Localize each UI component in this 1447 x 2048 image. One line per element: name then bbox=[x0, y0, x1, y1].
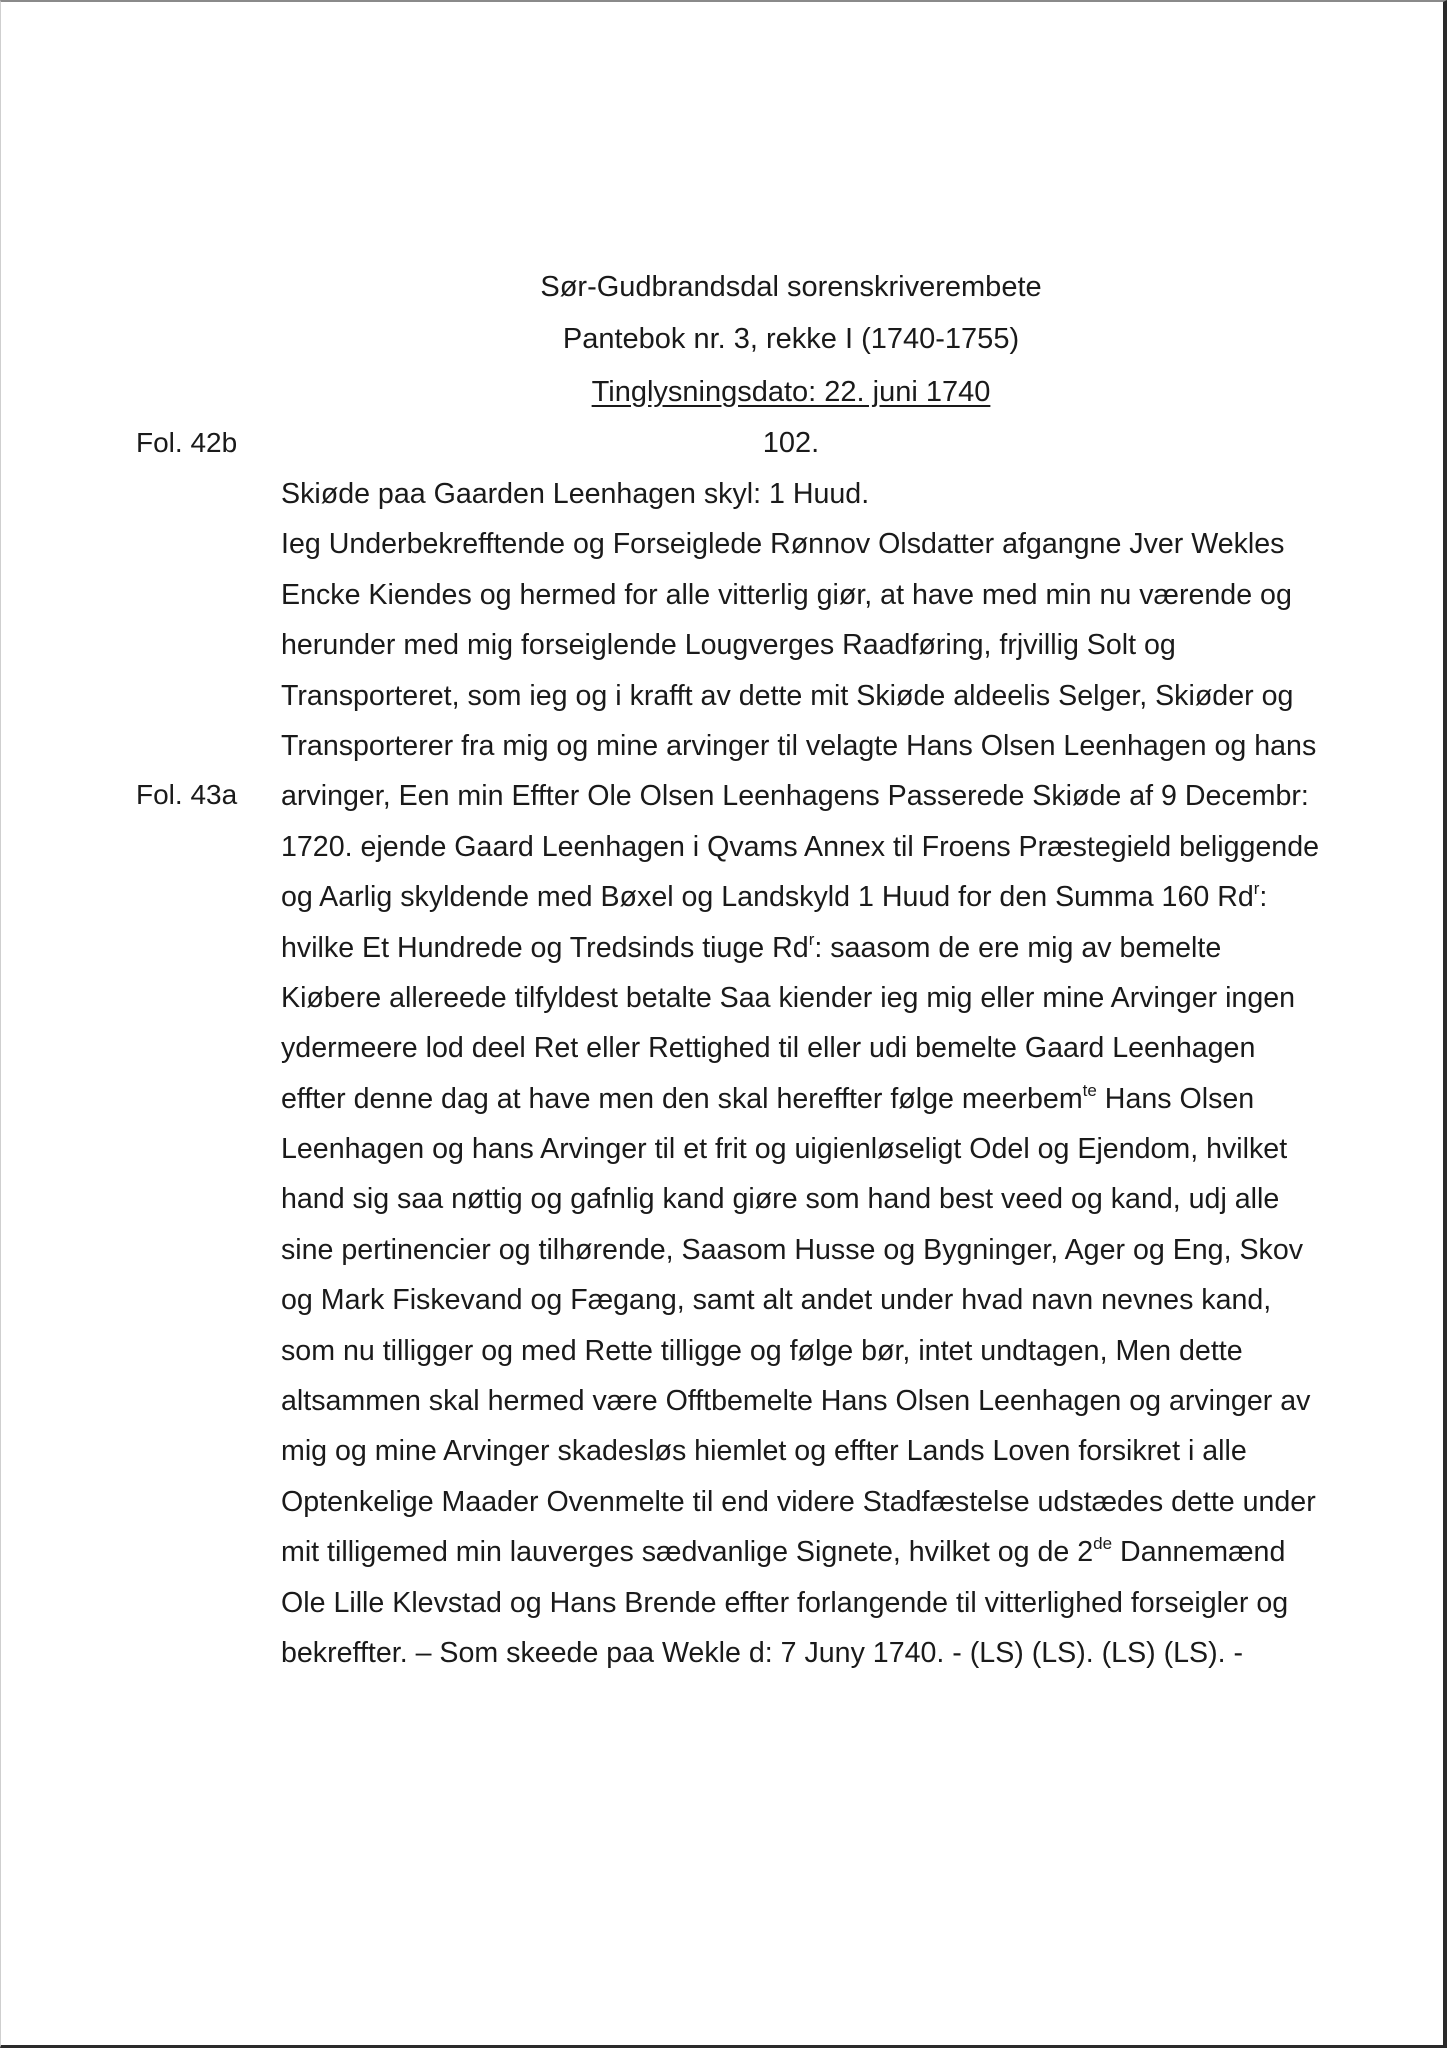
text-segment: : bbox=[1259, 881, 1268, 914]
text-line: Leenhagen og hans Arvinger til et frit og uigienløseligt Odel og Ejendom, hvilket bbox=[281, 1133, 1288, 1166]
entry-number: 102. bbox=[762, 427, 820, 459]
text-line: Transporterer fra mig og mine arvinger til velagte Hans Olsen Leenhagen og hans bbox=[281, 729, 1317, 762]
text-segment: hvilke Et Hundrede og Tredsinds tiuge Rd bbox=[281, 931, 809, 964]
text-line: herunder med mig forseiglende Lougverges Raadføring, frjvillig Solt og bbox=[281, 629, 1176, 662]
superscript: de bbox=[1093, 1534, 1113, 1554]
text-segment: Hans Olsen bbox=[1096, 1082, 1255, 1115]
text-line: bekreffter. – Som skeede paa Wekle d: 7 Juny 1740. - (LS) (LS). (LS) (LS). - bbox=[281, 1636, 1244, 1669]
folio-note-43a: Fol. 43a bbox=[136, 779, 238, 810]
text-line bbox=[281, 879, 1361, 929]
text-line: ydermeere lod deel Ret eller Rettighed til eller udi bemelte Gaard Leenhagen bbox=[281, 1032, 1256, 1065]
superscript: r bbox=[1253, 879, 1260, 899]
text-segment: effter denne dag at have men den skal hereffter følge meerbem bbox=[281, 1082, 1083, 1115]
superscript: te bbox=[1082, 1080, 1097, 1100]
text-line: hand sig saa nøttig og gafnlig kand giøre som hand best veed og kand, udj alle bbox=[281, 1183, 1280, 1216]
text-line: Optenkelige Maader Ovenmelte til end videre Stadfæstelse udstædes dette under bbox=[281, 1485, 1316, 1518]
text-segment: Dannemænd bbox=[1112, 1536, 1286, 1569]
text-segment: : saasom de ere mig av bemelte bbox=[814, 931, 1222, 964]
text-line: Transporteret, som ieg og i krafft av dette mit Skiøde aldeelis Selger, Skiøder og bbox=[281, 679, 1294, 712]
text-line: mig og mine Arvinger skadesløs hiemlet og effter Lands Loven forsikret i alle bbox=[281, 1435, 1247, 1468]
text-line: Ieg Underbekrefftende og Forseiglede Rønnov Olsdatter afgangne Jver Wekles bbox=[281, 528, 1285, 561]
text-line: Kiøbere allereede tilfyldest betalte Saa kiender ieg mig eller mine Arvinger ingen bbox=[281, 981, 1296, 1014]
text-line: Ole Lille Klevstad og Hans Brende effter forlangende til vitterlighed forseigler og bbox=[281, 1586, 1289, 1619]
text-line: og Mark Fiskevand og Fægang, samt alt andet under hvad navn nevnes kand, bbox=[281, 1284, 1272, 1317]
document-heading: Skiøde paa Gaarden Leenhagen skyl: 1 Huud. bbox=[281, 478, 870, 510]
text-line: som nu tilligger og med Rette tilligge og følge bør, intet undtagen, Men dette bbox=[281, 1334, 1243, 1367]
superscript: r bbox=[808, 929, 815, 949]
text-segment: og Aarlig skyldende med Bøxel og Landskyld 1 Huud for den Summa 160 Rd bbox=[281, 881, 1254, 914]
text-line bbox=[281, 1081, 1361, 1131]
text-line: Encke Kiendes og hermed for alle vitterlig giør, at have med min nu værende og bbox=[281, 578, 1292, 611]
text-line: arvinger, Een min Effter Ole Olsen Leenhagens Passerede Skiøde af 9 Decembr: bbox=[281, 780, 1309, 813]
text-line bbox=[281, 1534, 1361, 1584]
text-line: sine pertinencier og tilhørende, Saasom Husse og Bygninger, Ager og Eng, Skov bbox=[281, 1233, 1304, 1266]
volume-title: Pantebok nr. 3, rekke I (1740-1755) bbox=[562, 323, 1020, 355]
registration-date: Tinglysningsdato: 22. juni 1740 bbox=[591, 376, 991, 408]
text-line bbox=[281, 930, 1361, 980]
text-line: 1720. ejende Gaard Leenhagen i Qvams Annex til Froens Præstegield beliggende bbox=[281, 830, 1320, 863]
office-title: Sør-Gudbrandsdal sorenskriverembete bbox=[540, 271, 1042, 303]
text-segment: mit tilligemed min lauverges sædvanlige Signete, hvilket og de 2 bbox=[281, 1536, 1094, 1569]
folio-note-42b: Fol. 42b bbox=[136, 427, 238, 458]
document-body bbox=[281, 476, 1361, 1685]
text-line: altsammen skal hermed være Offtbemelte Hans Olsen Leenhagen og arvinger av bbox=[281, 1385, 1311, 1418]
